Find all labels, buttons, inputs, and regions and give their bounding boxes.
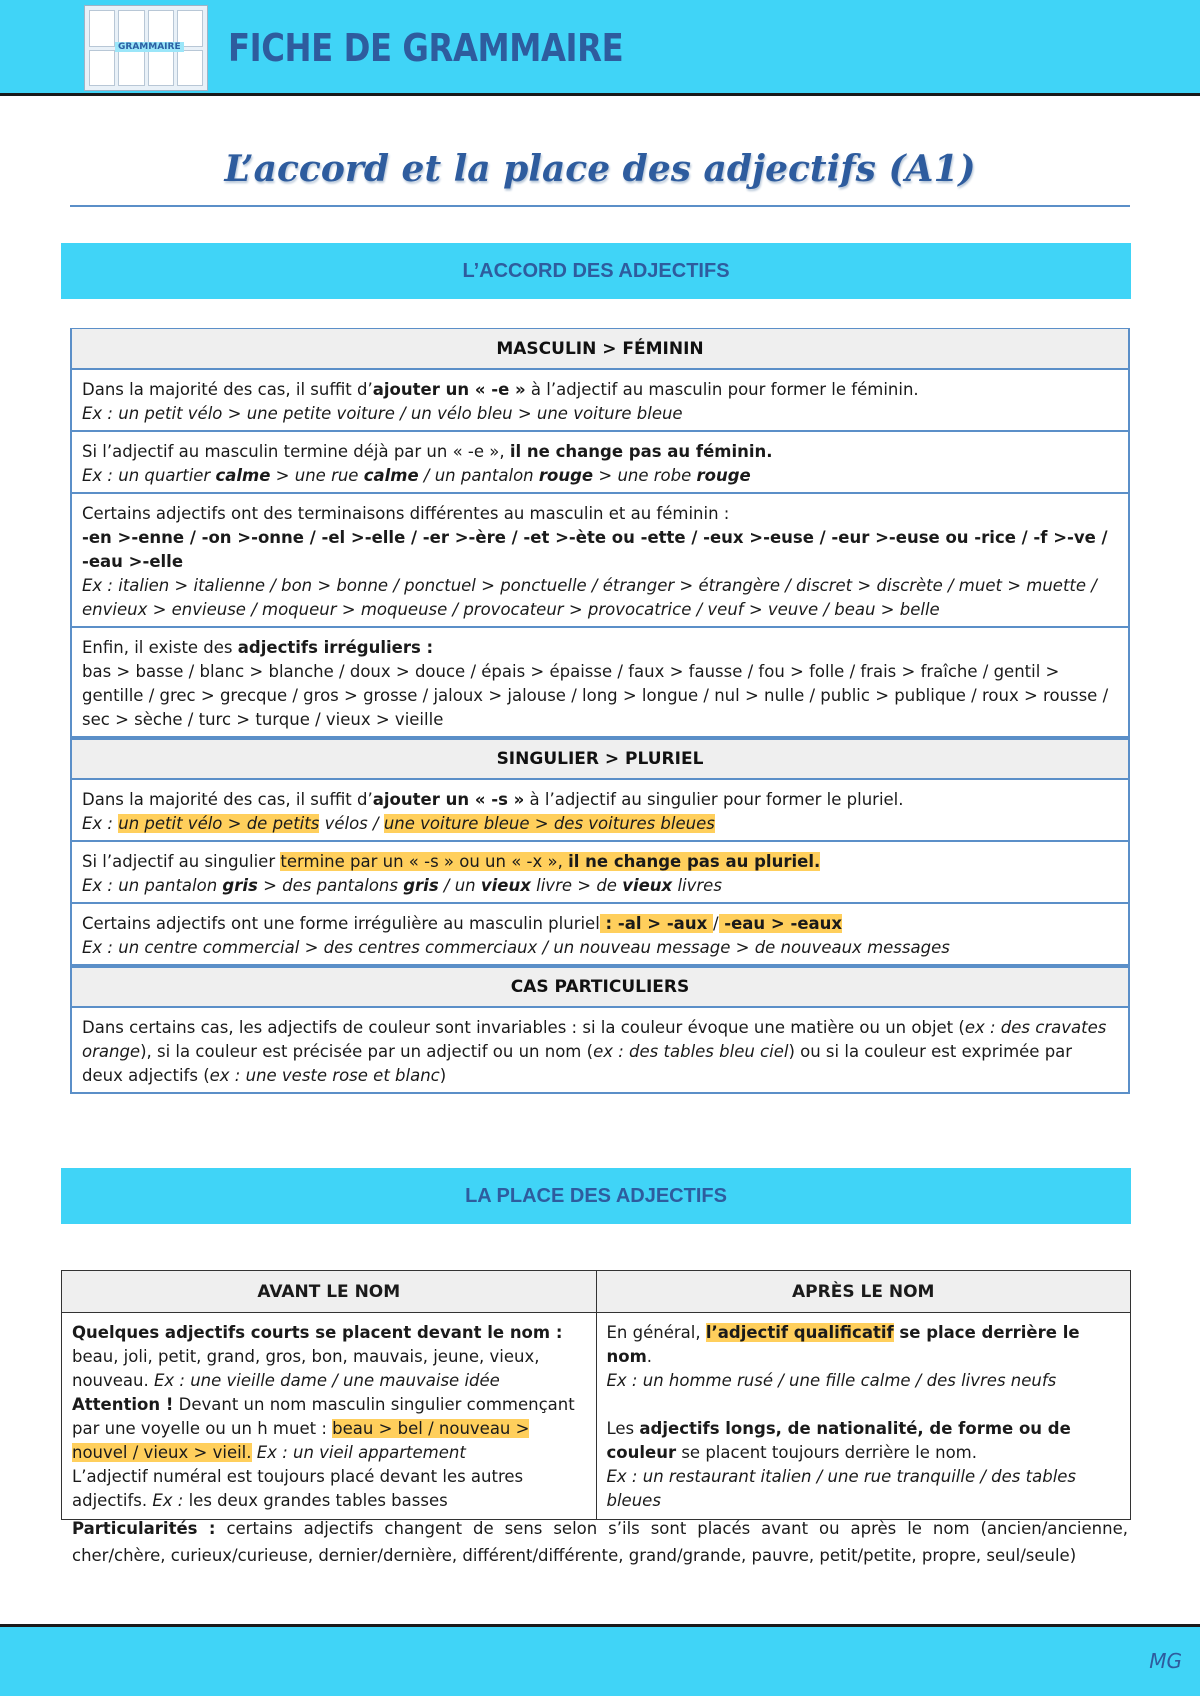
example <box>82 464 1118 488</box>
example: Ex : un petit vélo > une petite voiture / un vélo bleu > une voiture bleue <box>82 404 683 423</box>
text: > une rue <box>270 466 364 485</box>
text: Certains adjectifs ont une forme irrégulière au masculin pluriel <box>82 914 600 933</box>
text: Ex : un pantalon <box>82 876 223 895</box>
highlight-bold: il ne change pas au pluriel. <box>568 852 821 871</box>
text: livres <box>672 876 722 895</box>
example: Ex : italien > italienne / bon > bonne / ponctuel > ponctuelle / étranger > étrangère / discret > discrète / muet > muette / envieux > envieuse / moqueur > moqueuse / provocateur > provocatrice / veuf > veuve / beau > belle <box>82 576 1097 619</box>
col-before-noun: AVANT LE NOM <box>62 1271 597 1313</box>
text: certains adjectifs changent de sens selon s’ils sont placés avant ou après le nom (ancien/ancienne, cher/chère, curieux/curieuse, dernier/dernière, différent/différente, grand/grande, pauvre, petit/petite, propre, seul/seule) <box>72 1519 1128 1565</box>
rule-block-ends-e <box>72 432 1128 494</box>
example: Ex : une vieille dame / une mauvaise idée <box>153 1371 500 1390</box>
bold-text: calme <box>363 466 419 485</box>
section-band-accord-label: L’ACCORD DES ADJECTIFS <box>462 259 730 282</box>
endings-list <box>82 526 1118 574</box>
text: Dans certains cas, les adjectifs de couleur sont invariables : si la couleur évoque une matière ou un objet ( <box>82 1018 965 1037</box>
highlight-bold: : -al > -aux <box>599 914 713 933</box>
bold-text: Particularités : <box>72 1519 216 1538</box>
text: Si l’adjectif au masculin termine déjà par un « -e », <box>82 442 510 461</box>
text: L’adjectif numéral est toujours placé devant les autres adjectifs. <box>72 1467 524 1510</box>
highlight: une voiture bleue > des voitures bleues <box>383 814 715 833</box>
rule-block-add-e <box>72 370 1128 432</box>
bold-text: il ne change pas au féminin. <box>509 442 773 461</box>
text: / un <box>438 876 481 895</box>
bold-text: -en >-enne / -on >-onne / -el >-elle / -er >-ère / -et >-ète ou -ette / -eux >-euse / -eur >-euse ou -rice / -f >-ve / -eau >-elle <box>82 528 1108 571</box>
bold-text: Quelques adjectifs courts se placent devant le nom : <box>72 1323 563 1342</box>
bold-text: gris <box>403 876 439 895</box>
bold-text: ajouter un « -s » <box>372 790 525 809</box>
rule-block-irregular-plural <box>72 904 1128 966</box>
example: Ex : <box>152 1491 184 1510</box>
text: Dans la majorité des cas, il suffit d’ <box>82 380 373 399</box>
heading-masc-fem: MASCULIN > FÉMININ <box>72 328 1128 370</box>
text: Si l’adjectif au singulier <box>82 852 281 871</box>
header-title: FICHE DE GRAMMAIRE <box>228 26 624 70</box>
highlight-bold: l’adjectif qualificatif <box>705 1323 894 1342</box>
text: vélos / <box>319 814 384 833</box>
example: ex : des cravates orange <box>82 1018 1107 1061</box>
example: ex : des tables bleu ciel <box>593 1042 789 1061</box>
text: à l’adjectif au singulier pour former le pluriel. <box>524 790 904 809</box>
text: ) ou si la couleur est exprimée par deux adjectifs ( <box>82 1042 1073 1085</box>
text: Dans la majorité des cas, il suffit d’ <box>82 790 373 809</box>
col-after-noun: APRÈS LE NOM <box>596 1271 1131 1313</box>
text: à l’adjectif au masculin pour former le féminin. <box>525 380 919 399</box>
thumbnail-label: GRAMMAIRE <box>115 42 184 52</box>
bold-text: vieux <box>480 876 531 895</box>
page-header <box>0 0 1200 96</box>
bold-text: adjectifs longs, de nationalité, de forme ou de couleur <box>606 1419 1071 1462</box>
highlight: un petit vélo > de petits <box>118 814 320 833</box>
example <box>82 874 1118 898</box>
bold-text: calme <box>215 466 271 485</box>
highlight: termine par un « -s » ou un « -x », <box>280 852 569 871</box>
text: > des pantalons <box>257 876 404 895</box>
place-table <box>61 1270 1131 1520</box>
text: > une robe <box>593 466 697 485</box>
section-band-accord <box>61 243 1131 299</box>
rule-block-ends-s-x <box>72 842 1128 904</box>
text: Ex : <box>82 814 119 833</box>
accord-table <box>70 328 1130 1094</box>
bold-text: rouge <box>538 466 594 485</box>
page-footer <box>0 1624 1200 1696</box>
text: livre > de <box>530 876 623 895</box>
bold-text: se place derrière le nom <box>606 1323 1080 1366</box>
text: Certains adjectifs ont des terminaisons différentes au masculin et au féminin : <box>82 504 730 523</box>
example: Ex : un restaurant italien / une rue tranquille / des tables bleues <box>606 1467 1077 1510</box>
section-band-place <box>61 1168 1131 1224</box>
bold-text: ajouter un « -e » <box>372 380 526 399</box>
bold-text: vieux <box>622 876 673 895</box>
text: . <box>646 1347 653 1366</box>
spacer <box>607 1393 1121 1417</box>
bold-text: rouge <box>696 466 751 485</box>
cell-after-noun <box>596 1313 1131 1520</box>
bold-text: gris <box>222 876 258 895</box>
example <box>82 812 1118 836</box>
separator: / <box>712 914 719 933</box>
example: ex : une veste rose et blanc <box>209 1066 440 1085</box>
page-title: L’accord et la place des adjectifs (A1) <box>224 148 976 190</box>
heading-sing-plur: SINGULIER > PLURIEL <box>72 738 1128 780</box>
text: En général, <box>606 1323 706 1342</box>
rule-block-irregular <box>72 628 1128 738</box>
rule-block-add-s <box>72 780 1128 842</box>
particularities-note <box>72 1515 1128 1569</box>
text: Enfin, il existe des <box>82 638 238 657</box>
section-band-place-label: LA PLACE DES ADJECTIFS <box>465 1184 727 1207</box>
irregular-list: bas > basse / blanc > blanche / doux > douce / épais > épaisse / faux > fausse / fou > folle / frais > fraîche / gentil > gentille / grec > grecque / gros > grosse / jaloux > jalouse / long > longue / nul > nulle / public > publique / roux > rousse / sec > sèche / turc > turque / vieux > vieille <box>82 662 1109 729</box>
attention-label: Attention ! <box>72 1395 174 1414</box>
example: Ex : un vieil appartement <box>251 1443 466 1462</box>
example: Ex : un homme rusé / une fille calme / des livres neufs <box>606 1371 1057 1390</box>
worksheet-thumbnail-icon <box>84 5 208 91</box>
text: les deux grandes tables basses <box>183 1491 448 1510</box>
text: beau, joli, petit, grand, gros, bon, mauvais, jeune, vieux, nouveau. <box>72 1347 540 1390</box>
rule-block-colors <box>72 1008 1128 1094</box>
bold-text: adjectifs irréguliers : <box>237 638 434 657</box>
rule-block-endings <box>72 494 1128 628</box>
text: Les <box>606 1419 640 1438</box>
highlight: beau > bel / nouveau > nouvel / vieux > vieil. <box>72 1419 530 1462</box>
example: Ex : un centre commercial > des centres commerciaux / un nouveau message > de nouveaux messages <box>82 938 950 957</box>
text: ), si la couleur est précisée par un adjectif ou un nom ( <box>140 1042 594 1061</box>
heading-special-cases: CAS PARTICULIERS <box>72 966 1128 1008</box>
author-initials: MG <box>1149 1649 1182 1673</box>
text: Devant un nom masculin singulier commençant par une voyelle ou un h muet : <box>72 1395 575 1438</box>
title-divider <box>70 205 1130 207</box>
text: se placent toujours derrière le nom. <box>676 1443 977 1462</box>
text: Ex : un quartier <box>82 466 216 485</box>
text: / un pantalon <box>418 466 539 485</box>
highlight-bold: -eau > -eaux <box>718 914 843 933</box>
text: ) <box>439 1066 447 1085</box>
cell-before-noun <box>62 1313 597 1520</box>
